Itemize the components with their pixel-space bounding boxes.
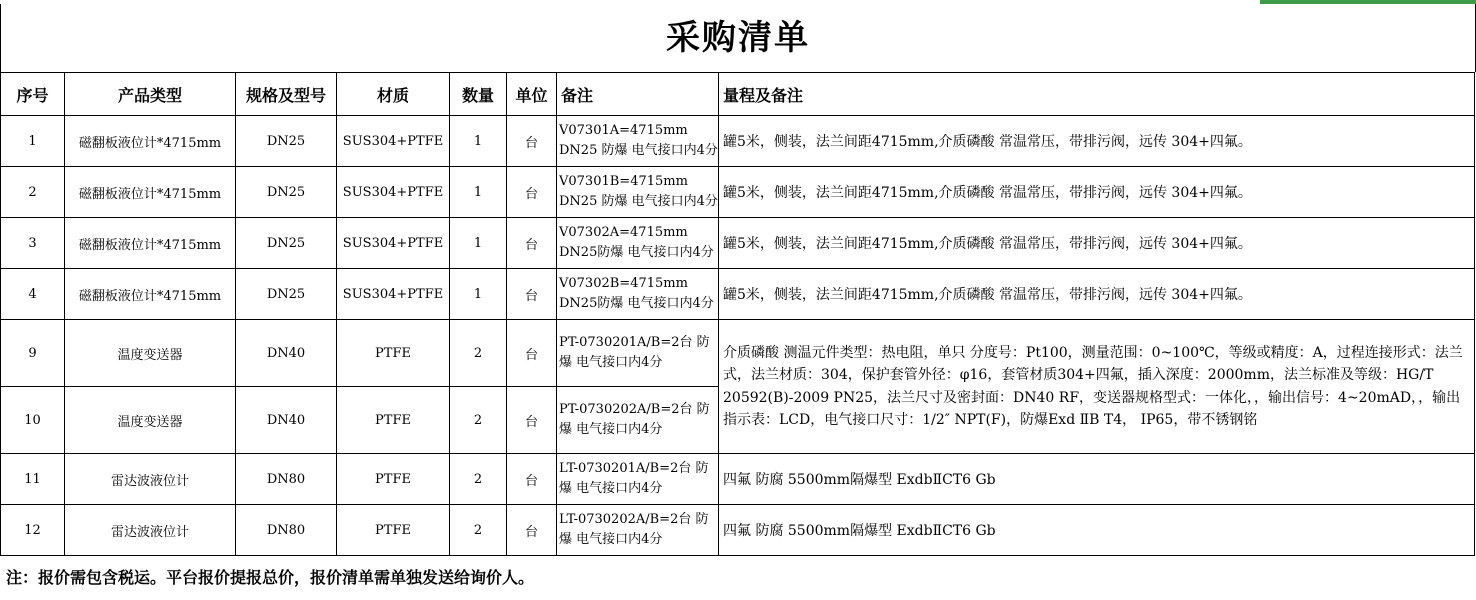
cell-no[interactable]: 9 (1, 320, 65, 387)
cell-unit[interactable]: 台 (507, 167, 557, 218)
purchase-table (0, 72, 1475, 556)
cell-no[interactable]: 1 (1, 116, 65, 167)
cell-spec[interactable]: DN80 (236, 454, 337, 505)
cell-material[interactable]: SUS304+PTFE (337, 269, 450, 320)
cell-unit[interactable]: 台 (507, 320, 557, 387)
table-row (1, 320, 1475, 387)
cell-remark[interactable] (557, 218, 719, 269)
cell-spec[interactable]: DN25 (236, 269, 337, 320)
spreadsheet (0, 4, 1476, 600)
header-remark[interactable]: 备注 (557, 73, 719, 116)
cell-unit[interactable]: 台 (507, 116, 557, 167)
cell-unit[interactable]: 台 (507, 505, 557, 556)
cell-range[interactable]: 四氟 防腐 5500mm隔爆型 ExdbⅡCT6 Gb (719, 505, 1475, 556)
cell-remark[interactable] (557, 320, 719, 387)
cell-remark-text: V07302B=4715mm DN25防爆 电气接口内4分 (559, 276, 714, 311)
table-row (1, 454, 1475, 505)
cell-spec[interactable]: DN25 (236, 116, 337, 167)
table-row (1, 218, 1475, 269)
header-range[interactable]: 量程及备注 (719, 73, 1475, 116)
cell-spec[interactable]: DN80 (236, 505, 337, 556)
table-row (1, 116, 1475, 167)
cell-qty[interactable]: 2 (450, 387, 507, 454)
cell-range-merged[interactable]: 介质磷酸 测温元件类型：热电阻，单只 分度号：Pt100，测量范围：0~100℃，等级或精度：A，过程连接形式：法兰式，法兰材质：304，保护套管外径：φ16，套管材质304+四氟，插入深度：2000mm，法兰标准及等级：HG/T 20592(B)-2009 PN25，法兰尺寸及密封面：DN40 RF，变送器规格型式：一体化，，输出信号：4~20mAD，，输出指示表：LCD，电气接口尺寸：1/2″ NPT(F)，防爆Exd ⅡB T4， IP65，带不锈钢铭 (719, 320, 1475, 454)
header-row (1, 73, 1475, 116)
cell-no[interactable]: 3 (1, 218, 65, 269)
cell-remark[interactable] (557, 454, 719, 505)
cell-remark-text: LT-0730201A/B=2台 防爆 电气接口内4分 (559, 461, 709, 496)
cell-type[interactable]: 雷达波液位计 (65, 505, 236, 556)
cell-remark[interactable] (557, 116, 719, 167)
cell-material[interactable]: PTFE (337, 387, 450, 454)
table-row (1, 167, 1475, 218)
page-title: 采购清单 (0, 4, 1476, 72)
cell-remark-text: LT-0730202A/B=2台 防爆 电气接口内4分 (559, 512, 709, 547)
cell-type[interactable]: 雷达波液位计 (65, 454, 236, 505)
cell-material[interactable]: PTFE (337, 454, 450, 505)
cell-type[interactable]: 温度变送器 (65, 387, 236, 454)
header-spec[interactable]: 规格及型号 (236, 73, 337, 116)
cell-qty[interactable]: 2 (450, 320, 507, 387)
cell-type[interactable]: 温度变送器 (65, 320, 236, 387)
cell-remark[interactable] (557, 505, 719, 556)
cell-no[interactable]: 10 (1, 387, 65, 454)
cell-qty[interactable]: 1 (450, 269, 507, 320)
cell-remark-text: V07301B=4715mm DN25 防爆 电气接口内4分 (559, 174, 718, 209)
cell-remark-text: PT-0730201A/B=2台 防爆 电气接口内4分 (559, 335, 710, 370)
cell-unit[interactable]: 台 (507, 218, 557, 269)
cell-spec[interactable]: DN25 (236, 218, 337, 269)
cell-material[interactable]: SUS304+PTFE (337, 167, 450, 218)
cell-material[interactable]: SUS304+PTFE (337, 116, 450, 167)
cell-qty[interactable]: 1 (450, 218, 507, 269)
cell-material[interactable]: PTFE (337, 505, 450, 556)
cell-qty[interactable]: 1 (450, 116, 507, 167)
cell-no[interactable]: 12 (1, 505, 65, 556)
cell-unit[interactable]: 台 (507, 454, 557, 505)
cell-range[interactable]: 罐5米，侧装，法兰间距4715mm,介质磷酸 常温常压，带排污阀，远传 304+四氟。 (719, 269, 1475, 320)
cell-unit[interactable]: 台 (507, 387, 557, 454)
table-row (1, 269, 1475, 320)
cell-spec[interactable]: DN40 (236, 387, 337, 454)
cell-no[interactable]: 2 (1, 167, 65, 218)
header-no[interactable]: 序号 (1, 73, 65, 116)
cell-remark[interactable] (557, 269, 719, 320)
cell-material[interactable]: SUS304+PTFE (337, 218, 450, 269)
cell-range[interactable]: 罐5米，侧装，法兰间距4715mm,介质磷酸 常温常压，带排污阀，远传 304+四氟。 (719, 218, 1475, 269)
cell-range[interactable]: 四氟 防腐 5500mm隔爆型 ExdbⅡCT6 Gb (719, 454, 1475, 505)
cell-no[interactable]: 4 (1, 269, 65, 320)
cell-remark[interactable] (557, 167, 719, 218)
cell-type[interactable]: 磁翻板液位计*4715mm (65, 167, 236, 218)
cell-remark-text: V07301A=4715mm DN25 防爆 电气接口内4分 (559, 123, 718, 158)
header-qty[interactable]: 数量 (450, 73, 507, 116)
cell-qty[interactable]: 1 (450, 167, 507, 218)
cell-remark-text: PT-0730202A/B=2台 防爆 电气接口内4分 (559, 402, 710, 437)
cell-range[interactable]: 罐5米，侧装，法兰间距4715mm,介质磷酸 常温常压，带排污阀，远传 304+四氟。 (719, 167, 1475, 218)
header-type[interactable]: 产品类型 (65, 73, 236, 116)
header-unit[interactable]: 单位 (507, 73, 557, 116)
footnote: 注：报价需包含税运。平台报价提报总价，报价清单需单独发送给询价人。 (6, 568, 535, 587)
cell-no[interactable]: 11 (1, 454, 65, 505)
cell-unit[interactable]: 台 (507, 269, 557, 320)
cell-material[interactable]: PTFE (337, 320, 450, 387)
cell-qty[interactable]: 2 (450, 505, 507, 556)
cell-spec[interactable]: DN40 (236, 320, 337, 387)
cell-spec[interactable]: DN25 (236, 167, 337, 218)
cell-type[interactable]: 磁翻板液位计*4715mm (65, 269, 236, 320)
table-row (1, 505, 1475, 556)
cell-qty[interactable]: 2 (450, 454, 507, 505)
cell-remark[interactable] (557, 387, 719, 454)
header-material[interactable]: 材质 (337, 73, 450, 116)
cell-type[interactable]: 磁翻板液位计*4715mm (65, 218, 236, 269)
cell-type[interactable]: 磁翻板液位计*4715mm (65, 116, 236, 167)
cell-range[interactable]: 罐5米，侧装，法兰间距4715mm,介质磷酸 常温常压，带排污阀，远传 304+四氟。 (719, 116, 1475, 167)
cell-remark-text: V07302A=4715mm DN25防爆 电气接口内4分 (559, 225, 714, 260)
